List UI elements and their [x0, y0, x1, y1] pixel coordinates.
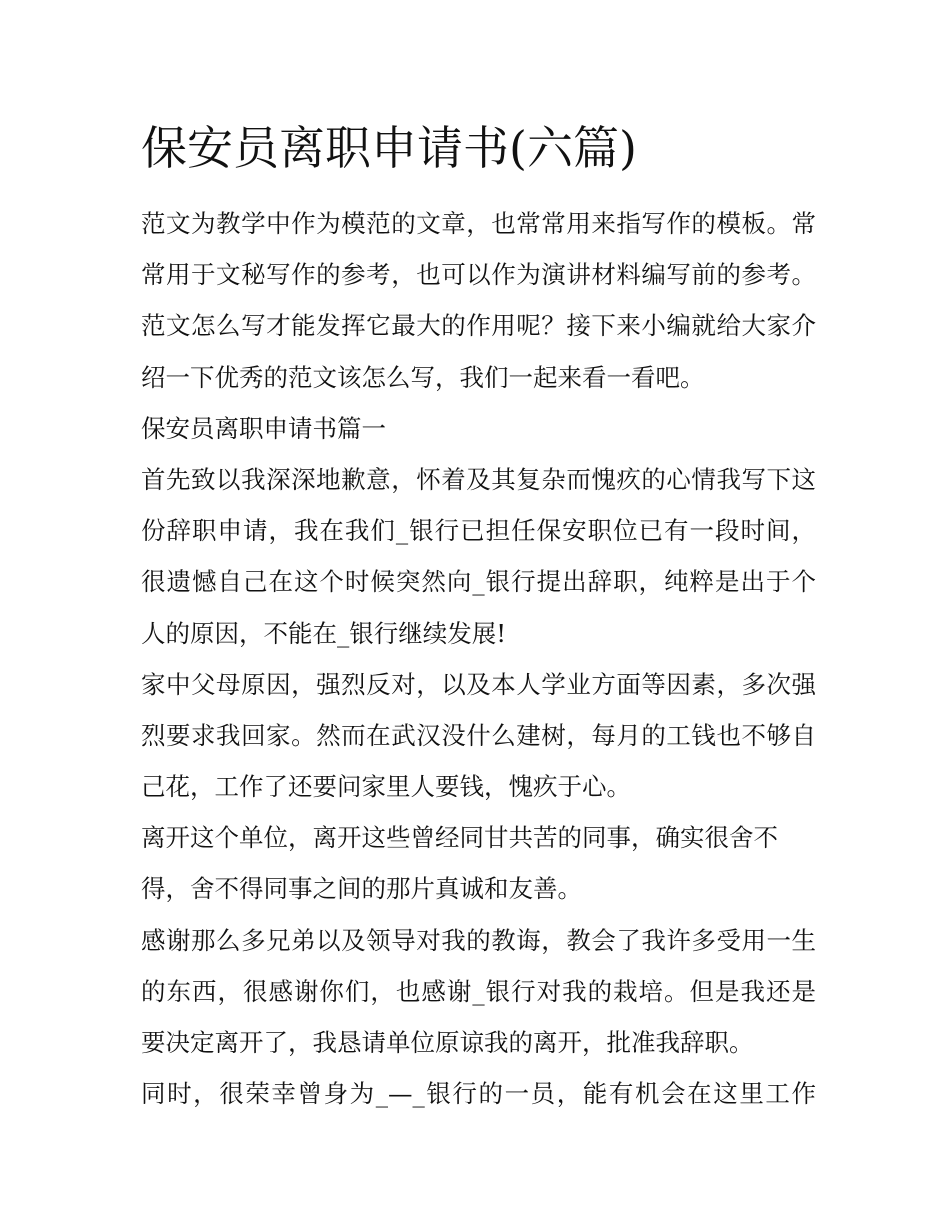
- body-line-16: 的东西，很感谢你们，也感谢_银行对我的栽培。但是我还是: [141, 976, 816, 1006]
- body-line-3: 范文怎么写才能发挥它最大的作用呢？接下来小编就给大家介: [141, 311, 816, 341]
- body-line-4: 绍一下优秀的范文该怎么写，我们一起来看一看吧。: [141, 362, 705, 392]
- body-line-1: 范文为教学中作为模范的文章，也常常用来指写作的模板。常: [141, 209, 816, 238]
- body-line-2: 常用于文秘写作的参考，也可以作为演讲材料编写前的参考。: [141, 260, 816, 290]
- body-line-8: 很遗憾自己在这个时候突然向_银行提出辞职，纯粹是出于个: [141, 567, 816, 597]
- body-line-10: 家中父母原因，强烈反对，以及本人学业方面等因素，多次强: [141, 669, 816, 699]
- body-line-18: 同时，很荣幸曾身为_—_银行的一员，能有机会在这里工作: [141, 1079, 816, 1109]
- body-line-15: 感谢那么多兄弟以及领导对我的教诲，教会了我许多受用一生: [141, 925, 816, 955]
- body-line-11: 烈要求我回家。然而在武汉没什么建树，每月的工钱也不够自: [141, 720, 816, 750]
- body-line-13: 离开这个单位，离开这些曾经同甘共苦的同事，确实很舍不: [141, 823, 778, 853]
- document-title: 保安员离职申请书(六篇): [141, 121, 637, 175]
- body-line-17: 要决定离开了，我恳请单位原谅我的离开，批准我辞职。: [141, 1028, 754, 1057]
- body-line-9: 人的原因，不能在_银行继续发展!: [141, 618, 507, 648]
- section-heading-1: 保安员离职申请书篇一: [141, 413, 386, 443]
- document-body: [141, 198, 816, 1119]
- body-line-14: 得，舍不得同事之间的那片真诚和友善。: [141, 874, 582, 904]
- body-line-12: 己花，工作了还要问家里人要钱，愧疚于心。: [141, 772, 631, 802]
- body-line-6: 首先致以我深深地歉意，怀着及其复杂而愧疚的心情我写下这: [141, 464, 816, 494]
- body-line-7: 份辞职申请，我在我们_银行已担任保安职位已有一段时间，: [141, 516, 816, 546]
